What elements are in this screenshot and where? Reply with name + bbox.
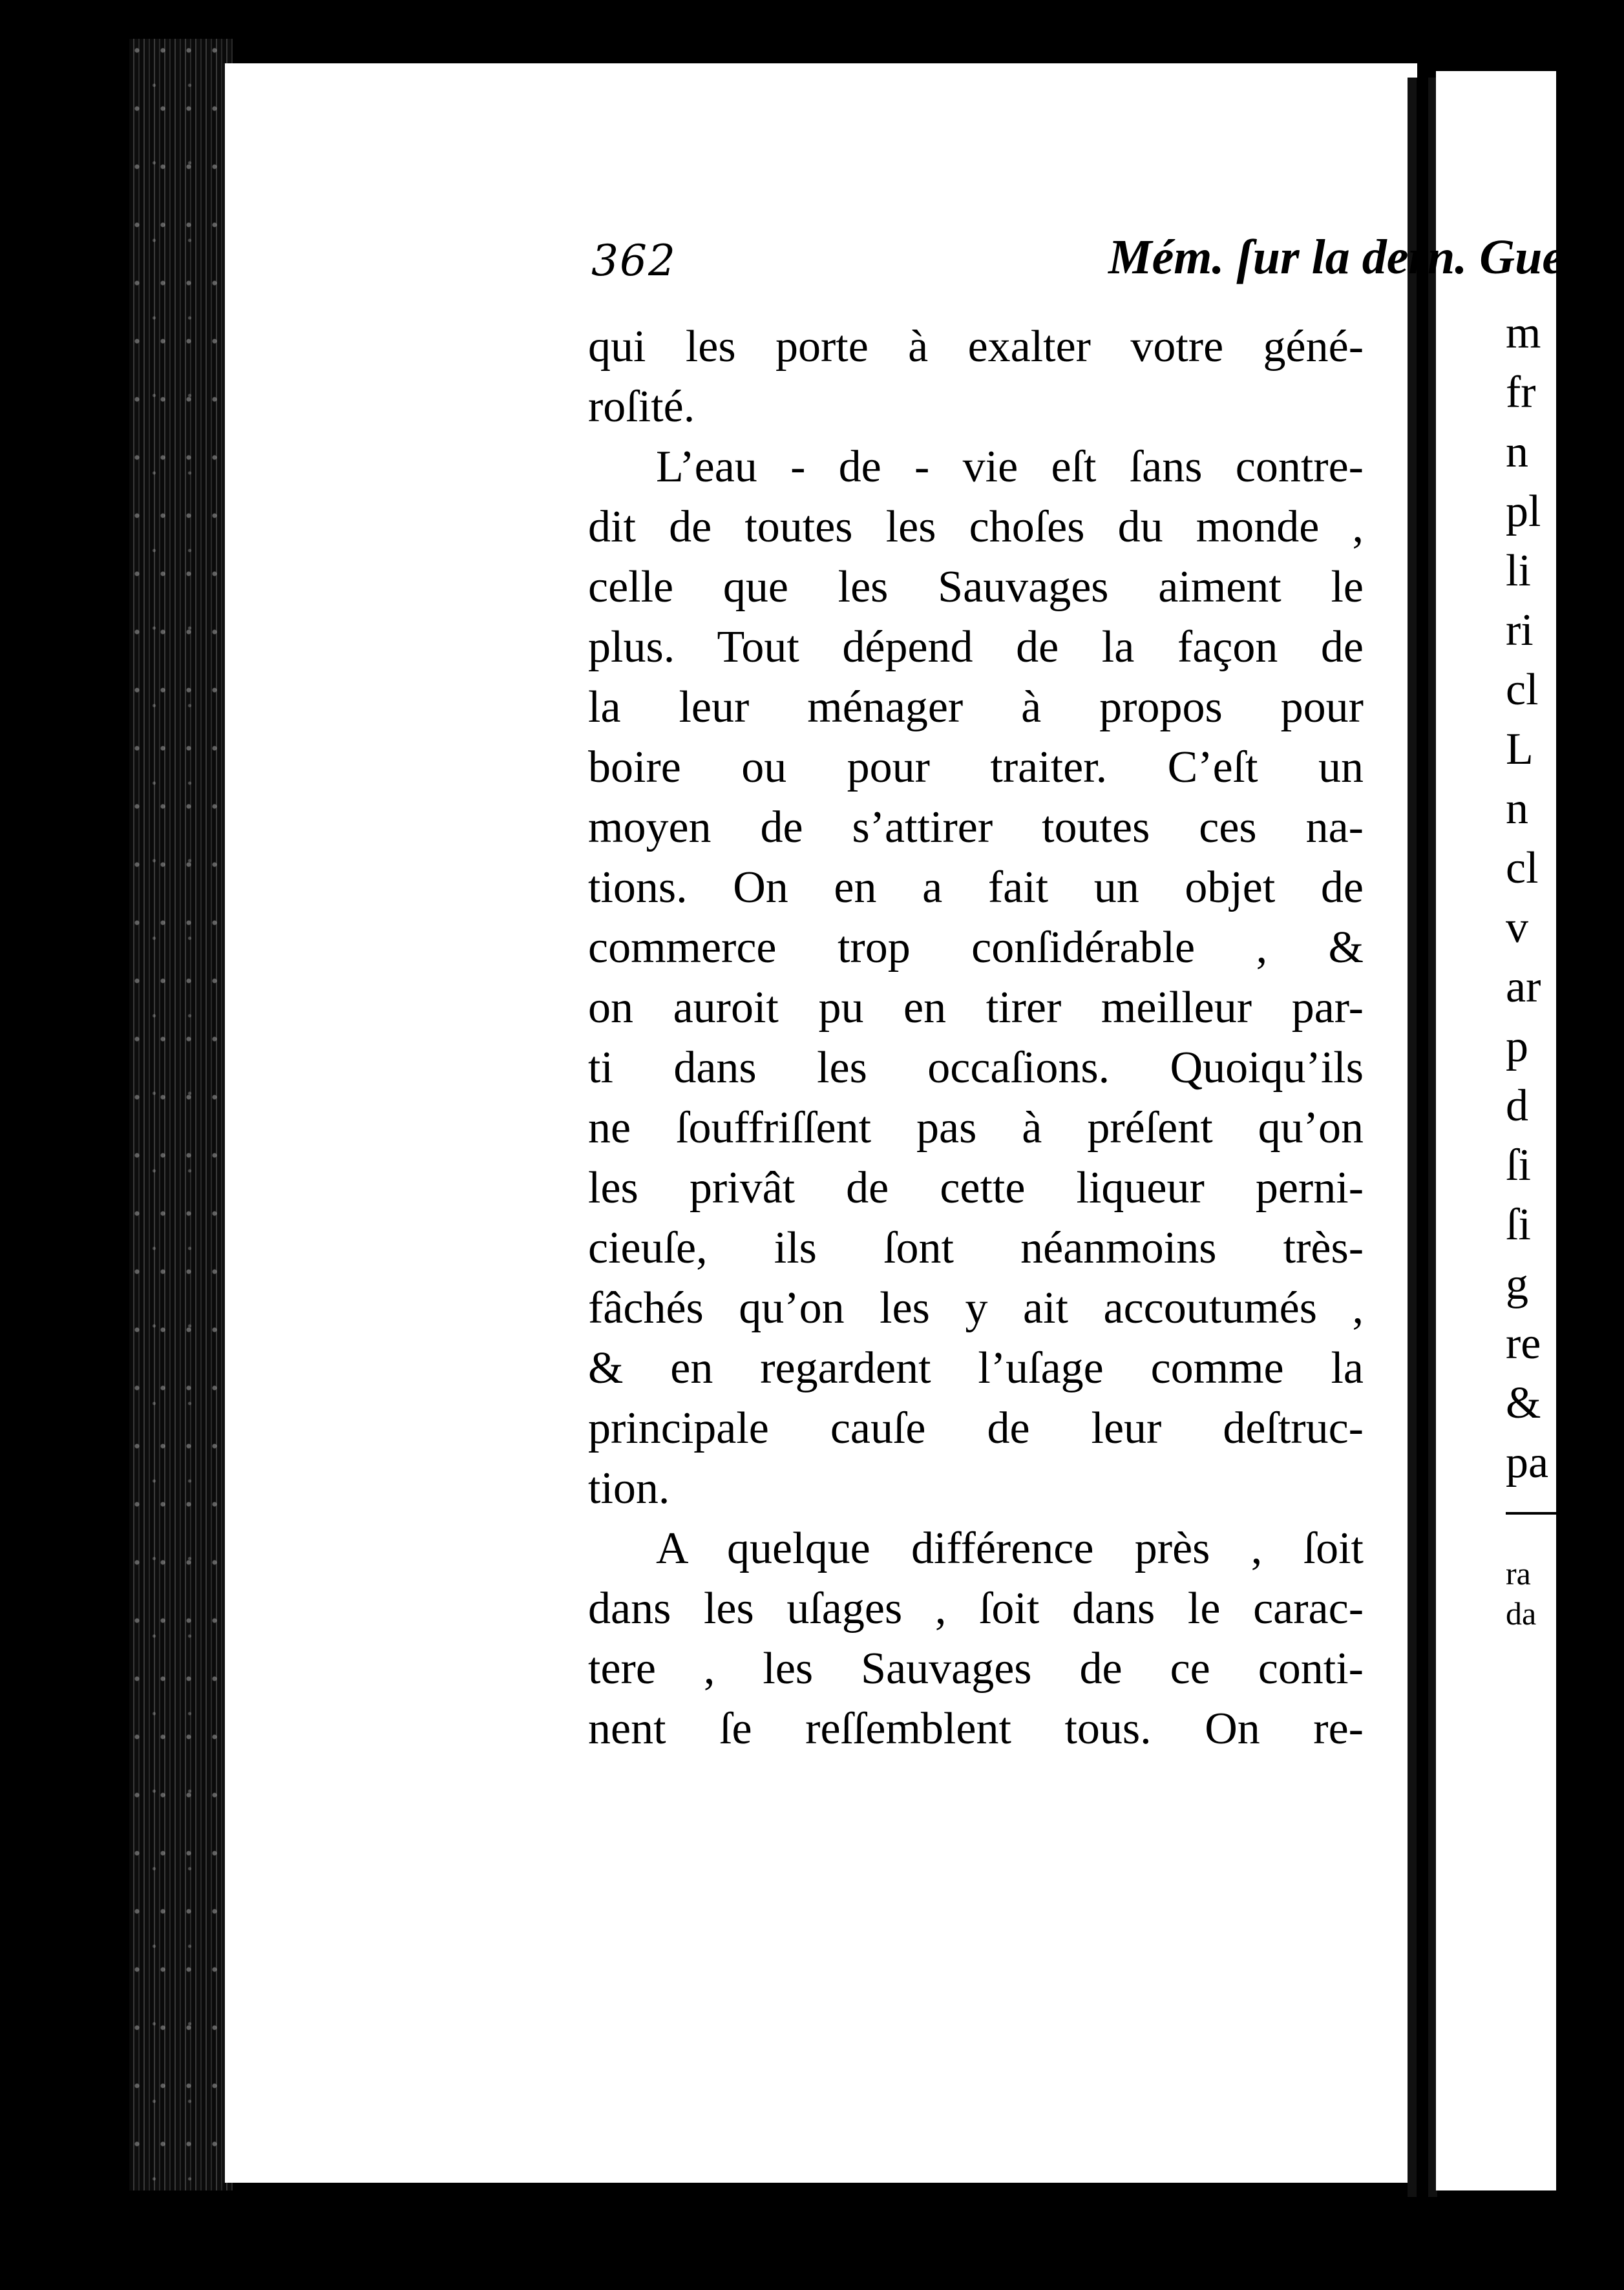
text-line: ti dans les occaſions. Quoiqu’ils: [588, 1043, 1364, 1093]
right-page-fragment: ſi: [1506, 1200, 1531, 1250]
text-line: fâchés qu’on les y ait accoutumés ,: [588, 1283, 1364, 1333]
text-line: nent ſe reſſemblent tous. On re-: [588, 1704, 1364, 1754]
right-page-fragment: m: [1506, 308, 1541, 358]
book-fore-edge: [129, 39, 233, 2190]
page-number: 362: [591, 236, 677, 286]
right-page-fragment: &: [1506, 1378, 1541, 1428]
running-title: Mém. ſur la dern. Guerre: [1108, 230, 1624, 284]
text-line: tions. On en a fait un objet de: [588, 863, 1364, 912]
right-page-fragment: cl: [1506, 665, 1539, 715]
right-page-fragment: ri: [1506, 605, 1534, 655]
right-page-fragment: v: [1506, 903, 1528, 952]
right-page-fragment: fr: [1506, 368, 1536, 417]
right-page-fragment: pl: [1506, 487, 1541, 536]
text-line: boire ou pour traiter. C’eſt un: [588, 742, 1364, 792]
text-line: la leur ménager à propos pour: [588, 682, 1364, 732]
text-line: dit de toutes les choſes du monde ,: [588, 502, 1364, 552]
right-page-fragment: ſi: [1506, 1140, 1531, 1190]
right-page-footnote-fragment: ra: [1506, 1555, 1531, 1591]
text-line: on auroit pu en tirer meilleur par-: [588, 983, 1364, 1033]
right-page-fragment: L: [1506, 724, 1534, 774]
right-page-fragment: p: [1506, 1022, 1528, 1071]
text-line: & en regardent l’uſage comme la: [588, 1343, 1364, 1393]
right-page-fragment: d: [1506, 1081, 1528, 1131]
text-line: principale cauſe de leur deſtruc-: [588, 1403, 1364, 1453]
text-line: tion.: [588, 1464, 670, 1513]
right-page-fragment: g: [1506, 1259, 1528, 1309]
right-page-fragment: n: [1506, 427, 1528, 477]
right-page-text-fragments: [1506, 304, 1556, 1633]
edge-speckle: [129, 39, 233, 2190]
text-line: celle que les Sauvages aiment le: [588, 562, 1364, 612]
right-page-fragment: li: [1506, 546, 1531, 596]
text-line: L’eau - de - vie eſt ſans contre-: [656, 442, 1364, 492]
right-page-fragment: pa: [1506, 1438, 1549, 1487]
text-line: qui les porte à exalter votre géné-: [588, 322, 1364, 372]
text-line: commerce trop conſidérable , &: [588, 923, 1364, 972]
book-gutter: [1408, 78, 1437, 2197]
right-page-footnote-fragment: da: [1506, 1595, 1537, 1632]
text-line: tere , les Sauvages de ce conti-: [588, 1644, 1364, 1694]
text-line: moyen de s’attirer toutes ces na-: [588, 803, 1364, 852]
text-line: plus. Tout dépend de la façon de: [588, 622, 1364, 672]
body-text: [588, 317, 1364, 1759]
text-line: roſité.: [588, 382, 695, 432]
right-page-fragment: n: [1506, 784, 1528, 834]
footnote-rule: [1506, 1512, 1556, 1515]
text-line: A quelque différence près , ſoit: [656, 1524, 1364, 1573]
text-line: dans les uſages , ſoit dans le carac-: [588, 1584, 1364, 1633]
page-header: [365, 230, 1624, 313]
text-line: les privât de cette liqueur perni-: [588, 1163, 1364, 1213]
text-line: cieuſe, ils ſont néanmoins très-: [588, 1223, 1364, 1273]
text-line: ne ſouffriſſent pas à préſent qu’on: [588, 1103, 1364, 1153]
right-page-fragment: cl: [1506, 843, 1539, 893]
right-page-fragment: re: [1506, 1319, 1541, 1369]
right-page-fragment: ar: [1506, 962, 1541, 1012]
